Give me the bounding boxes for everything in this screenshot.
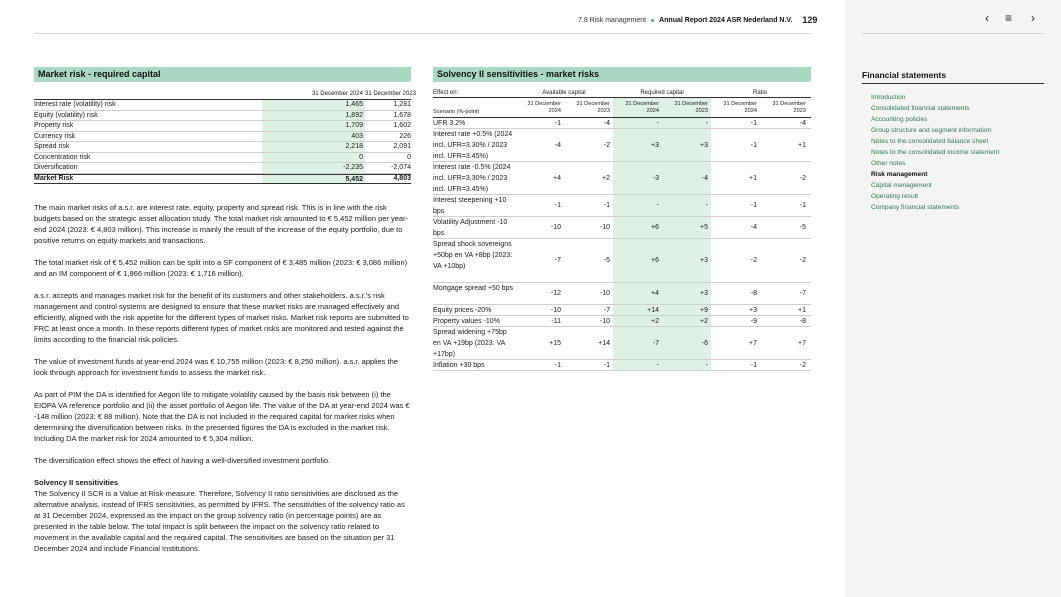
cell-value: -10 [599, 224, 610, 231]
table-row [433, 239, 811, 283]
cell-value: +4 [613, 283, 662, 304]
cell-value: -4 [554, 141, 561, 149]
row-label: Diversification [34, 164, 78, 172]
sidebar-nav [871, 92, 999, 213]
row-value: 226 [399, 132, 411, 140]
cell-value: +3 [662, 129, 711, 161]
row-label: Currency risk [34, 132, 76, 140]
cell-value: +3 [662, 283, 711, 304]
row-value: 1,602 [393, 122, 411, 130]
scenario-label: Interest steepening +10 bps [433, 197, 507, 215]
cell-value: -1 [750, 141, 757, 149]
page-number: 129 [802, 15, 818, 25]
sub-col: 31 December 2023 [662, 98, 711, 117]
separator-dot [651, 19, 654, 22]
row-value: 2,218 [262, 142, 365, 152]
paragraph: The value of investment funds at year-end 2024 was € 10,755 million (2023: € 8,250 million). a.s.r. applies the look through approach for investment funds to assess the market risk. [34, 357, 398, 377]
row-label: Spread risk [34, 143, 70, 151]
cell-value: - [662, 360, 711, 370]
table-row [34, 111, 411, 122]
sidebar-item-group-structure-and-segment-information[interactable]: Group structure and segment information [871, 127, 992, 134]
cell-value: -7 [799, 290, 806, 297]
sidebar-item-accounting-policies[interactable]: Accounting policies [871, 116, 928, 123]
scenario-label: Interest rate +0.5% (2024 incl. UFR=3.30% / 2023 incl. UFR=3.45%) [433, 131, 513, 160]
row-label: Equity (volatility) risk [34, 111, 98, 119]
header-divider [34, 33, 811, 34]
cell-value: -2 [799, 174, 806, 182]
row-label: Interest rate (volatility) risk [34, 101, 116, 109]
row-value: 1,281 [393, 101, 411, 109]
cell-value: -1 [603, 202, 610, 209]
cell-value: -2 [750, 257, 757, 264]
cell-value: +3 [662, 239, 711, 282]
cell-value: -1 [603, 361, 610, 369]
group-ratio: Ratio [752, 89, 767, 96]
cell-value: -1 [750, 202, 757, 209]
cell-value: -4 [662, 162, 711, 194]
cell-value: -5 [799, 224, 806, 231]
table-row [433, 283, 811, 305]
row-value: -2,074 [391, 164, 411, 172]
table-row [433, 162, 811, 195]
cell-value: -10 [550, 306, 561, 314]
table-row [433, 118, 811, 129]
scenario-label: Spread shock sovereigns +50bp en VA +8bp (2023: VA +10bp) [433, 241, 513, 270]
cell-value: +14 [598, 339, 610, 347]
report-title: Annual Report 2024 ASR Nederland N.V. [659, 16, 793, 24]
cell-value: -4 [750, 224, 757, 231]
cell-value: +2 [613, 316, 662, 326]
row-value: 0 [407, 153, 411, 161]
col-header-2023: 31 December 2023 [365, 90, 417, 97]
cell-value: -4 [799, 119, 806, 127]
sidebar-item-operating-result[interactable]: Operating result [871, 193, 918, 200]
cell-value: - [662, 118, 711, 128]
cell-value: -1 [554, 361, 561, 369]
scenario-label: UFR 3.2% [433, 120, 466, 127]
previous-page-icon[interactable]: ‹ [985, 11, 989, 25]
cell-value: +1 [798, 306, 806, 314]
sidebar-divider [862, 33, 1044, 34]
table-row [34, 163, 411, 174]
cell-value: -10 [599, 290, 610, 297]
scenario-label: Interest rate -0.5% (2024 incl. UFR=3.30% / 2023 incl. UFR=3.45%) [433, 164, 511, 193]
table-row [34, 142, 411, 153]
scenario-label: Scenario (%-point) [433, 109, 480, 115]
cell-value: - [613, 195, 662, 216]
sidebar [845, 0, 1061, 597]
cell-value: - [662, 195, 711, 216]
sidebar-title[interactable]: Financial statements [862, 70, 1044, 84]
cell-value: +4 [553, 174, 561, 182]
cell-value: -2 [799, 361, 806, 369]
cell-value: -8 [750, 290, 757, 297]
scenario-label: Inflation +30 bps [433, 362, 485, 369]
cell-value: -10 [550, 224, 561, 231]
effect-on-label: Effect on: [433, 89, 459, 96]
sidebar-item-consolidated-financial-statements[interactable]: Consolidated financial statements [871, 105, 970, 112]
page-header [578, 14, 817, 26]
market-risk-title: Market risk - required capital [34, 67, 411, 82]
cell-value: -2 [799, 257, 806, 264]
row-value: 1,678 [393, 111, 411, 119]
group-required-capital: Required capital [640, 89, 684, 96]
cell-value: +3 [749, 306, 757, 314]
sub-col: 31 December 2023 [772, 100, 806, 114]
sidebar-item-risk-management[interactable]: Risk management [871, 171, 928, 178]
cell-value: +5 [662, 217, 711, 238]
row-value: 2,091 [393, 143, 411, 151]
next-page-icon[interactable]: › [1031, 11, 1035, 25]
cell-value: -2 [603, 141, 610, 149]
cell-value: +7 [798, 339, 806, 347]
cell-value: +6 [613, 239, 662, 282]
table-row [433, 327, 811, 360]
cell-value: -7 [613, 327, 662, 359]
sub-col: 31 December 2024 [613, 98, 662, 117]
cell-value: -1 [750, 119, 757, 127]
table-row [433, 217, 811, 239]
paragraph: The Solvency II SCR is a Value at Risk-measure. Therefore, Solvency II ratio sensitivities are disclosed as the alternative analysis, instead of IFRS sensitivities, as permitted by IFRS. The sensitivities of the solvency ratio as at 31 December 2024, expressed as the impact on the group solvency ratio (in percentage points) are as presented in the table below. The total impact is split between the impact on the solvency ratio related to movement in the available capital and the required capital. The sensitivities are based on the situation per 31 December 2024 and include Financial Institutions. [34, 489, 405, 553]
sidebar-item-company-financial-statements[interactable]: Company financial statements [871, 204, 960, 211]
cell-value: +7 [749, 339, 757, 347]
menu-icon[interactable]: ≡ [1005, 11, 1013, 25]
row-label: Concentration risk [34, 153, 91, 161]
scenario-label: Equity prices -20% [433, 307, 492, 314]
cell-value: -9 [750, 317, 757, 325]
sidebar-item-notes-to-the-consolidated-balance-sheet[interactable]: Notes to the consolidated balance sheet [871, 138, 989, 145]
body-text [34, 202, 412, 565]
row-value: 1,465 [262, 100, 365, 110]
paragraph: As part of PIM the DA is identified for Aegon life to mitigate volatility caused by the basis risk between (i) the EIOPA VA reference portfolio and (ii) the asset portfolio of Aegon life. The value of the DA at year-end 2024 was € -148 million (2023: € 88 million). Note that the DA is not included in the required capital for market risks when determining the diversification between risks. In the presented figures the DA is excluded in the market risk. Including DA the market risk for 2024 amounted to € 5,304 million. [34, 390, 410, 443]
cell-value: -10 [599, 317, 610, 325]
row-value: -2,235 [262, 163, 365, 173]
total-2023: 4,803 [393, 175, 411, 183]
table-row [433, 129, 811, 162]
scenario-label: Spread widening +75bp en VA +19bp (2023: VA +17bp) [433, 329, 507, 358]
sub-col: 31 December 2024 [723, 100, 757, 114]
cell-value: +1 [798, 141, 806, 149]
section-heading: Solvency II sensitivities [34, 478, 119, 487]
solvency-table-title: Solvency II sensitivities - market risks [433, 67, 811, 82]
cell-value: +9 [662, 305, 711, 315]
sidebar-item-capital-management[interactable]: Capital management [871, 182, 932, 189]
group-header [433, 88, 811, 98]
cell-value: -12 [550, 290, 561, 297]
cell-value: +1 [749, 174, 757, 182]
cell-value: +15 [549, 339, 561, 347]
row-value: 0 [262, 153, 365, 163]
row-label: Property risk [34, 122, 74, 130]
cell-value: -4 [603, 119, 610, 127]
cell-value: -8 [799, 317, 806, 325]
cell-value: +3 [613, 129, 662, 161]
cell-value: -1 [554, 119, 561, 127]
paragraph: a.s.r. accepts and manages market risk for the benefit of its customers and other stakeholders. a.s.r.'s risk management and control systems are designed to ensure that these market risks are managed effectively and efficiently, aligned with the risk appetite for the different types of market risks. Market risk reports are submitted to FRC at least once a month. In these reports different types of market risks are monitored and tested against the limits according to the financial risk policies. [34, 291, 409, 344]
cell-value: -3 [613, 162, 662, 194]
table-row [433, 316, 811, 327]
cell-value: -7 [554, 257, 561, 264]
table-row [34, 100, 411, 111]
cell-value: -1 [750, 361, 757, 369]
cell-value: -7 [603, 306, 610, 314]
sidebar-item-notes-to-the-consolidated-income-statement[interactable]: Notes to the consolidated income statement [871, 149, 1000, 156]
sub-col: 31 December 2024 [527, 100, 561, 114]
group-available-capital: Available capital [542, 89, 586, 96]
sub-header [433, 98, 811, 118]
row-value: 1,709 [262, 121, 365, 131]
cell-value: -1 [554, 202, 561, 209]
cell-value: -5 [603, 257, 610, 264]
cell-value: +2 [602, 174, 610, 182]
cell-value: - [613, 360, 662, 370]
total-label: Market Risk [34, 175, 74, 183]
row-value: 1,892 [262, 111, 365, 121]
cell-value: -11 [551, 317, 561, 325]
solvency-sensitivities-table [433, 88, 811, 371]
cell-value: -1 [799, 202, 806, 209]
sidebar-item-introduction[interactable]: Introduction [871, 94, 906, 101]
cell-value: -6 [662, 327, 711, 359]
row-value: 403 [262, 132, 365, 142]
market-risk-table [34, 88, 417, 184]
section-label: 7.8 Risk management [578, 16, 647, 24]
paragraph: The diversification effect shows the effect of having a well-diversified investment portfolio. [34, 456, 331, 465]
scenario-label: Mortgage spread +50 bps [433, 285, 513, 292]
paragraph: The total market risk of € 5,452 million can be split into a SF component of € 3,485 million (2023: € 3,086 million) and an IM component of € 1,966 million (2023: € 1,716 million). [34, 258, 408, 278]
cell-value: +2 [662, 316, 711, 326]
table-total-row [34, 174, 411, 185]
scenario-label: Volatility Adjustment -10 bps [433, 219, 508, 237]
table-row [433, 195, 811, 217]
table-row [34, 132, 411, 143]
table-header [34, 88, 417, 100]
col-header-2024: 31 December 2024 [311, 90, 363, 97]
sub-col: 31 December 2023 [576, 100, 610, 114]
table-row [433, 360, 811, 371]
table-row [433, 305, 811, 316]
paragraph: The main market risks of a.s.r. are interest rate, equity, property and spread risk. This is in line with the risk budgets based on the strategic asset allocation study. The total market risk amounted to € 5,452 million per year-end 2024 (2023: € 4,803 million). This increase is mainly the result of the increase of the equity portfolio, due to positive returns on equity markets and transactions. [34, 203, 409, 245]
cell-value: +6 [613, 217, 662, 238]
total-2024: 5,452 [262, 175, 365, 184]
scenario-label: Property values -10% [433, 318, 500, 325]
table-row [34, 121, 411, 132]
cell-value: +14 [613, 305, 662, 315]
sidebar-item-other-notes[interactable]: Other notes [871, 160, 906, 167]
cell-value: - [613, 118, 662, 128]
table-row [34, 153, 411, 164]
